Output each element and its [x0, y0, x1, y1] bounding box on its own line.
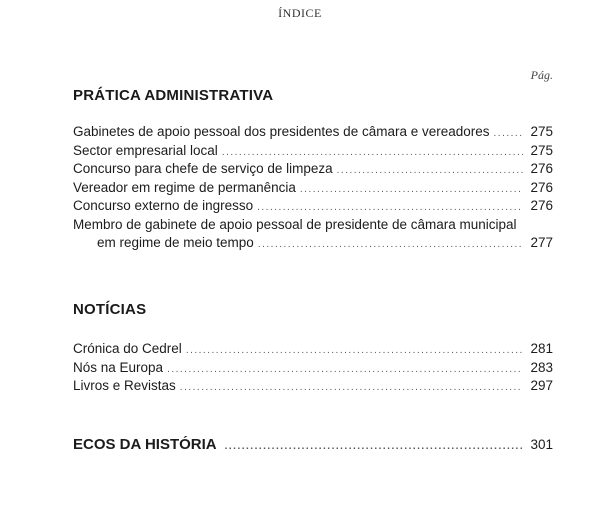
toc-entry-title: Sector empresarial local [73, 142, 218, 158]
toc-list-ecos [73, 436, 553, 455]
toc-entry[interactable] [73, 377, 553, 396]
toc-entry[interactable] [73, 179, 553, 198]
toc-list-pratica [73, 123, 553, 253]
toc-entry-title: Vereador em regime de permanência [73, 179, 296, 195]
dot-leader [180, 379, 523, 396]
toc-entry-page: 301 [530, 437, 553, 452]
dot-leader [494, 125, 523, 142]
toc-entry-page: 275 [530, 124, 553, 139]
toc-entry-page: 283 [530, 359, 553, 375]
toc-entry-title: Crónica do Cedrel [73, 341, 182, 356]
toc-entry-page: 281 [530, 341, 553, 356]
toc-entry-title: Concurso externo de ingresso [73, 198, 254, 213]
toc-entry[interactable] [73, 123, 553, 142]
toc-entry-page: 276 [530, 161, 553, 176]
toc-entry-title: Membro de gabinete de apoio pessoal de presidente de câmara municipal [73, 216, 517, 232]
toc-entry[interactable] [73, 340, 553, 359]
dot-leader [186, 342, 523, 359]
toc-entry-title: Concurso para chefe de serviço de limpeza [73, 161, 333, 176]
toc-entry-page: 275 [530, 142, 553, 158]
toc-entry[interactable] [73, 160, 553, 179]
toc-entry-title-continued: em regime de meio tempo [97, 235, 254, 250]
toc-entry-continuation[interactable] [73, 234, 553, 253]
toc-entry[interactable] [73, 359, 553, 378]
toc-entry-first-line[interactable] [73, 216, 553, 235]
dot-leader [300, 181, 523, 198]
dot-leader [337, 162, 523, 179]
toc-entry[interactable] [73, 197, 553, 216]
index-title: ÍNDICE [278, 6, 322, 20]
toc-entry-title: Gabinetes de apoio pessoal dos presidentes de câmara e vereadores [73, 124, 490, 139]
dot-leader [222, 144, 523, 161]
section-title-ecos-da-historia: ECOS DA HISTÓRIA [73, 436, 217, 453]
toc-entry-title: Nós na Europa [73, 359, 164, 375]
dot-leader [257, 199, 523, 216]
toc-entry-page: 276 [530, 179, 553, 195]
toc-list-noticias [73, 340, 553, 396]
section-title-noticias: NOTÍCIAS [73, 301, 147, 318]
dot-leader [167, 361, 523, 378]
page-column-label: Pág. [530, 68, 553, 82]
toc-entry-page: 277 [530, 235, 553, 250]
dot-leader [225, 438, 523, 455]
toc-entry[interactable] [73, 142, 553, 161]
toc-entry-ecos-da-historia[interactable] [73, 436, 553, 455]
section-title-pratica-administrativa: PRÁTICA ADMINISTRATIVA [73, 87, 274, 104]
toc-entry-page: 297 [530, 378, 553, 393]
toc-entry-title: Livros e Revistas [73, 378, 176, 393]
dot-leader [258, 236, 523, 253]
toc-entry-page: 276 [530, 198, 553, 213]
